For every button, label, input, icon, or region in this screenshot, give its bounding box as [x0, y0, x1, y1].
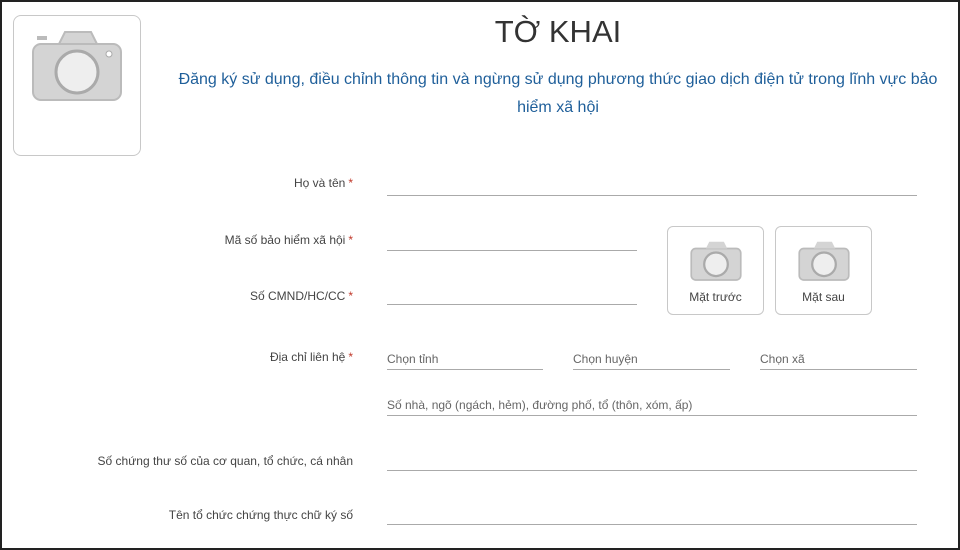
street-address-input[interactable]: Số nhà, ngõ (ngách, hẻm), đường phố, tổ (thôn, xóm, ấp) — [387, 392, 917, 416]
full-name-label — [294, 176, 353, 190]
id-back-upload[interactable] — [775, 226, 872, 315]
required-mark: * — [348, 350, 353, 364]
required-mark: * — [348, 176, 353, 190]
portrait-photo-upload[interactable] — [13, 15, 141, 156]
district-select[interactable]: Chọn huyện — [573, 346, 730, 370]
required-mark: * — [348, 289, 353, 303]
required-mark: * — [348, 233, 353, 247]
label-text: Mã số bảo hiểm xã hội — [224, 233, 346, 247]
ward-select[interactable]: Chọn xã — [760, 346, 917, 370]
label-text: Số CMND/HC/CC — [249, 289, 346, 303]
page-subtitle: Đăng ký sử dụng, điều chỉnh thông tin và ngừng sử dụng phương thức giao dịch điện tử trong lĩnh vực bảo hiểm xã hội — [178, 71, 938, 116]
label-text: Họ và tên — [293, 176, 346, 190]
id-number-label — [250, 289, 353, 303]
label-text: Địa chỉ liên hệ — [269, 350, 346, 364]
id-front-upload[interactable] — [667, 226, 764, 315]
ca-label: Tên tổ chức chứng thực chữ ký số — [168, 508, 353, 522]
certificate-input[interactable] — [387, 447, 917, 471]
certificate-label: Số chứng thư số của cơ quan, tổ chức, cá nhân — [97, 454, 353, 468]
front-label: Mặt trước — [689, 290, 742, 304]
social-insurance-label — [225, 233, 353, 247]
camera-icon — [689, 239, 743, 285]
social-insurance-input[interactable] — [387, 227, 637, 251]
camera-icon — [29, 28, 125, 108]
full-name-input[interactable] — [387, 172, 917, 196]
camera-icon — [797, 239, 851, 285]
page-title: TỜ KHAI — [494, 14, 622, 49]
ca-input[interactable] — [387, 501, 917, 525]
back-label: Mặt sau — [802, 290, 845, 304]
province-select[interactable]: Chọn tỉnh — [387, 346, 543, 370]
id-number-input[interactable] — [387, 281, 637, 305]
address-label — [270, 350, 353, 364]
